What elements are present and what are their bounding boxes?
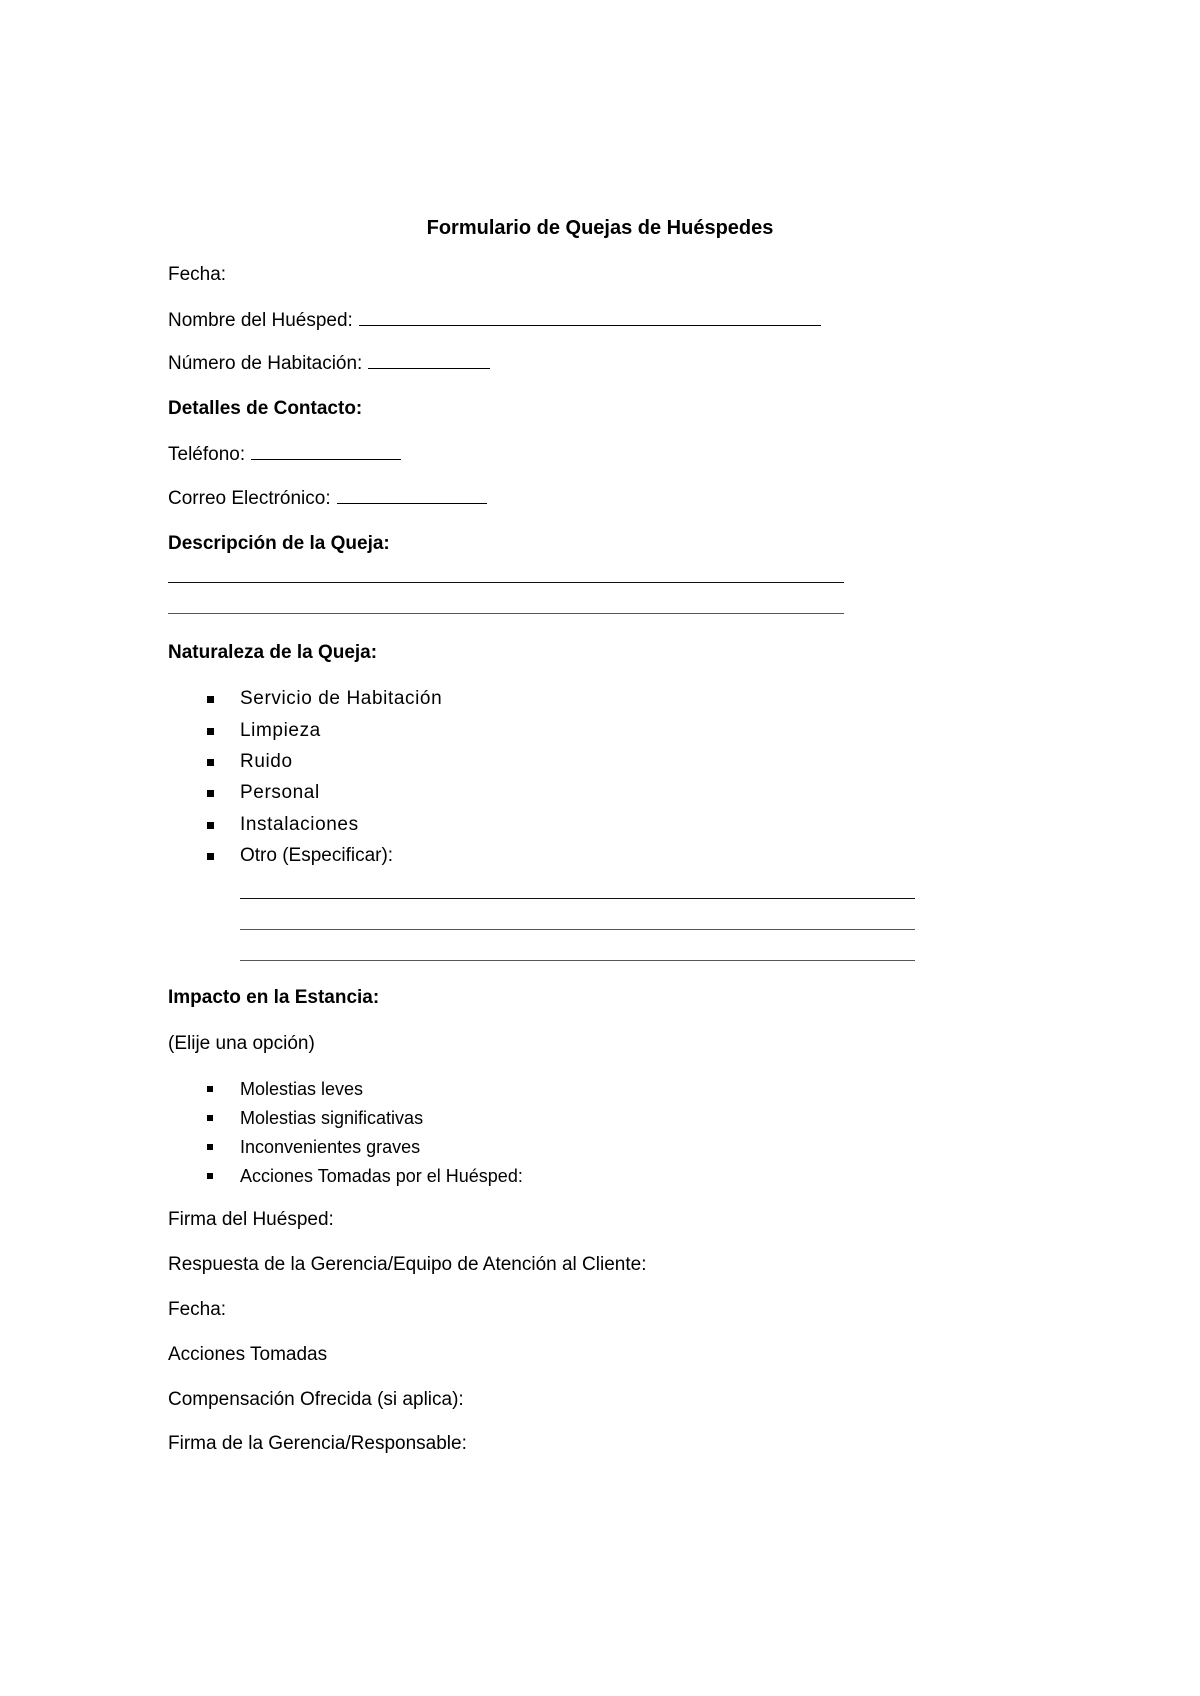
habitacion-field-row xyxy=(168,350,490,376)
naturaleza-option[interactable]: Personal xyxy=(240,782,320,803)
bullet-icon xyxy=(207,1086,213,1092)
fecha-label: Fecha: xyxy=(168,264,227,285)
naturaleza-option[interactable]: Ruido xyxy=(240,751,293,772)
naturaleza-option[interactable]: Servicio de Habitación xyxy=(240,688,443,709)
impacto-heading: Impacto en la Estancia: xyxy=(168,987,380,1008)
correo-label: Correo Electrónico: xyxy=(168,488,331,509)
bullet-icon xyxy=(207,1115,213,1121)
nombre-blank-line[interactable] xyxy=(359,307,821,326)
descripcion-line-2[interactable] xyxy=(168,613,844,614)
respuesta-fecha-label: Fecha: xyxy=(168,1299,227,1320)
impacto-option[interactable]: Inconvenientes graves xyxy=(240,1137,421,1157)
naturaleza-option[interactable]: Limpieza xyxy=(240,720,321,741)
bullet-icon xyxy=(207,728,214,735)
bullet-icon xyxy=(207,822,214,829)
naturaleza-option[interactable]: Instalaciones xyxy=(240,814,359,835)
nombre-label: Nombre del Huésped: xyxy=(168,310,353,331)
acciones-tomadas-label: Acciones Tomadas xyxy=(168,1344,328,1365)
contacto-heading: Detalles de Contacto: xyxy=(168,398,363,419)
correo-blank-line[interactable] xyxy=(337,485,487,504)
telefono-blank-line[interactable] xyxy=(251,441,401,460)
impacto-instruction: (Elije una opción) xyxy=(168,1033,315,1054)
habitacion-blank-line[interactable] xyxy=(368,350,490,369)
habitacion-label: Número de Habitación: xyxy=(168,353,363,374)
impacto-option[interactable]: Molestias significativas xyxy=(240,1108,424,1128)
respuesta-label: Respuesta de la Gerencia/Equipo de Atención al Cliente: xyxy=(168,1254,647,1275)
bullet-icon xyxy=(207,1173,213,1179)
telefono-label: Teléfono: xyxy=(168,444,246,465)
bullet-icon xyxy=(207,790,214,797)
naturaleza-option[interactable]: Otro (Especificar): xyxy=(240,845,394,866)
bullet-icon xyxy=(207,759,214,766)
bullet-icon xyxy=(207,853,214,860)
bullet-icon xyxy=(207,1144,213,1150)
impacto-option[interactable]: Acciones Tomadas por el Huésped: xyxy=(240,1166,523,1186)
descripcion-heading: Descripción de la Queja: xyxy=(168,533,390,554)
correo-field-row xyxy=(168,485,487,511)
form-title: Formulario de Quejas de Huéspedes xyxy=(426,217,774,239)
bullet-icon xyxy=(207,696,214,703)
otro-line-1[interactable] xyxy=(240,898,915,899)
telefono-field-row xyxy=(168,441,401,467)
compensacion-label: Compensación Ofrecida (si aplica): xyxy=(168,1389,464,1410)
firma-gerencia-label: Firma de la Gerencia/Responsable: xyxy=(168,1433,467,1454)
descripcion-line-1[interactable] xyxy=(168,582,844,583)
firma-huesped-label: Firma del Huésped: xyxy=(168,1209,334,1230)
otro-line-3[interactable] xyxy=(240,960,915,961)
otro-line-2[interactable] xyxy=(240,929,915,930)
nombre-field-row xyxy=(168,307,821,333)
naturaleza-heading: Naturaleza de la Queja: xyxy=(168,642,378,663)
impacto-option[interactable]: Molestias leves xyxy=(240,1079,364,1099)
